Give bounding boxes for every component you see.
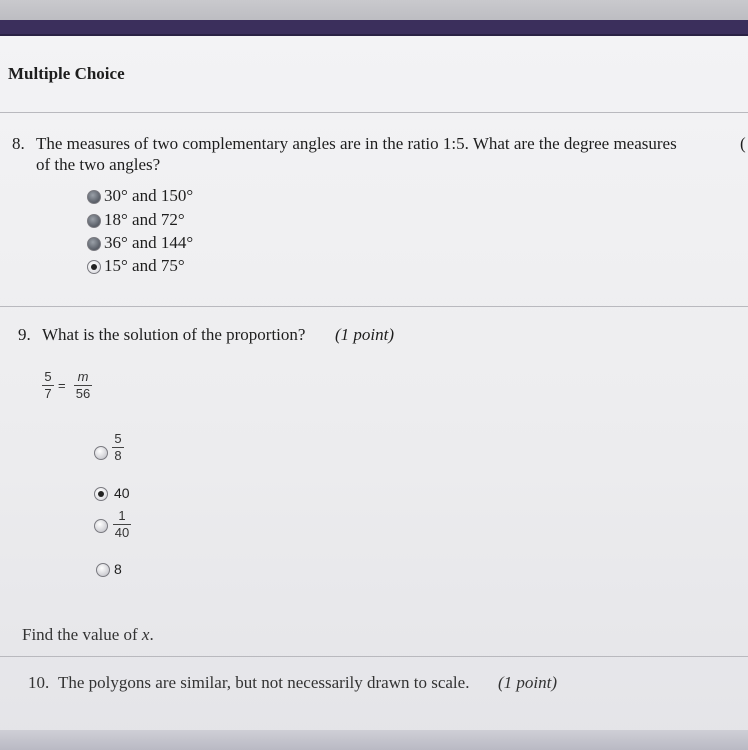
instruction-suffix: .: [149, 625, 154, 644]
question-8-points-cut: (: [740, 134, 746, 153]
q9-option-4-radio[interactable]: [96, 563, 110, 577]
q8-option-3-label[interactable]: 36° and 144°: [104, 233, 194, 252]
q8-option-1-label[interactable]: 30° and 150°: [104, 186, 194, 205]
q9-option-2-radio[interactable]: [94, 487, 108, 501]
proportion-left-fraction: [42, 370, 54, 401]
q8-option-2-radio[interactable]: [87, 214, 101, 228]
question-10-points: (1 point): [498, 673, 558, 692]
q8-option-1-radio[interactable]: [87, 190, 101, 204]
q8-option-2-label[interactable]: 18° and 72°: [104, 210, 185, 229]
proportion-right-numerator: m: [77, 369, 89, 384]
instruction-variable: x: [141, 625, 150, 644]
question-8-text: The measures of two complementary angles are in the ratio 1:5. What are the degree measures: [36, 134, 677, 153]
question-8-text-line2: of the two angles?: [36, 155, 161, 174]
instruction-prefix: Find the value of: [22, 625, 138, 644]
section-title: Multiple Choice: [8, 64, 125, 83]
q9-option-3-radio[interactable]: [94, 519, 108, 533]
q8-option-3-radio[interactable]: [87, 237, 101, 251]
q9-option-1-label[interactable]: [112, 432, 124, 463]
instruction-text: [22, 625, 154, 645]
question-8-number: 8.: [12, 134, 25, 153]
proportion-left-denominator: 7: [44, 386, 52, 401]
option-numerator: 5: [114, 431, 122, 446]
q8-option-4-label[interactable]: 15° and 75°: [104, 256, 185, 275]
section-divider: [0, 112, 748, 113]
q9-option-4-label[interactable]: 8: [114, 561, 122, 577]
bottom-edge: [0, 730, 748, 750]
q9-option-3-label[interactable]: [113, 509, 131, 540]
question-divider: [0, 656, 748, 657]
question-9-text: What is the solution of the proportion?: [42, 325, 306, 344]
question-9-points: (1 point): [335, 325, 395, 344]
header-bar: [0, 20, 748, 36]
question-10-number: 10.: [28, 673, 50, 692]
proportion-right-denominator: 56: [75, 386, 91, 401]
q9-option-1-radio[interactable]: [94, 446, 108, 460]
proportion-left-numerator: 5: [44, 369, 52, 384]
q9-option-2-label[interactable]: 40: [114, 485, 130, 501]
proportion-right-fraction: [74, 370, 92, 401]
question-9-number: 9.: [18, 325, 31, 344]
option-numerator: 1: [118, 508, 126, 523]
option-denominator: 8: [114, 448, 122, 463]
question-divider: [0, 306, 748, 307]
browser-top-bar: [0, 0, 748, 20]
option-denominator: 40: [114, 525, 130, 540]
q8-option-4-radio[interactable]: [87, 260, 101, 274]
proportion-equals: =: [58, 378, 66, 393]
question-10-text: The polygons are similar, but not necessarily drawn to scale.: [58, 673, 470, 692]
